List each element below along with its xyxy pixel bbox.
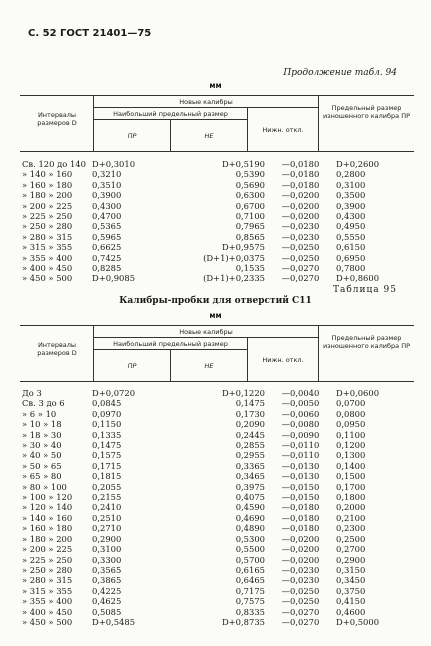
pr-cell: 0,0845 bbox=[92, 398, 122, 409]
range-cell: » 400 » 450 bbox=[22, 606, 73, 617]
lower-dev-cell: —0,0200 bbox=[281, 544, 320, 555]
ne-cell: 0,3465 bbox=[235, 471, 265, 482]
table-row bbox=[22, 596, 406, 606]
range-cell: » 18 » 30 bbox=[22, 429, 62, 440]
lower-dev-cell: —0,0270 bbox=[281, 263, 320, 274]
worn-size-cell: 0,3100 bbox=[336, 179, 366, 190]
worn-size-cell: 0,5550 bbox=[336, 231, 366, 242]
lower-dev-cell: —0,0200 bbox=[281, 190, 320, 201]
ne-cell: 0,2445 bbox=[235, 429, 265, 440]
pr-cell: D+0,9085 bbox=[92, 273, 136, 284]
worn-size-cell: 0,1700 bbox=[336, 481, 366, 492]
lower-dev-cell: —0,0040 bbox=[281, 388, 320, 398]
range-cell: » 80 » 100 bbox=[22, 481, 67, 492]
table-row bbox=[22, 190, 406, 200]
table-row bbox=[22, 430, 406, 440]
worn-size-cell: D+0,5000 bbox=[336, 616, 380, 627]
table-row bbox=[22, 253, 406, 263]
table-row bbox=[22, 263, 406, 273]
worn-size-cell: 0,3750 bbox=[336, 585, 366, 596]
worn-size-cell: 0,1100 bbox=[336, 429, 366, 440]
lower-dev-cell: —0,0150 bbox=[281, 481, 320, 492]
table1-top-rule bbox=[20, 95, 414, 96]
lower-dev-cell: —0,0180 bbox=[281, 169, 320, 180]
ne-cell: 0,5500 bbox=[235, 544, 265, 555]
worn-size-cell: 0,0700 bbox=[336, 398, 366, 409]
lower-dev-cell: —0,0110 bbox=[281, 440, 320, 451]
ne-cell: 0,5300 bbox=[235, 533, 265, 544]
table-row bbox=[22, 513, 406, 523]
ne-cell: 0,5700 bbox=[235, 554, 265, 565]
ne-cell: 0,2955 bbox=[235, 450, 265, 461]
worn-size-cell: 0,1400 bbox=[336, 460, 366, 471]
worn-size-cell: 0,1300 bbox=[336, 450, 366, 461]
table-row bbox=[22, 159, 406, 169]
pr-cell: 0,1335 bbox=[92, 429, 122, 440]
table-row bbox=[22, 617, 406, 627]
table1-units: мм bbox=[209, 81, 222, 90]
table2-body bbox=[22, 388, 406, 627]
table2-number: Таблица 95 bbox=[333, 285, 397, 295]
pr-cell: 0,1475 bbox=[92, 440, 122, 451]
lower-dev-cell: —0,0180 bbox=[281, 512, 320, 523]
worn-size-cell: 0,1200 bbox=[336, 440, 366, 451]
table-row bbox=[22, 586, 406, 596]
ne-cell: 0,6165 bbox=[235, 564, 265, 575]
pr-cell: 0,1150 bbox=[92, 419, 122, 430]
range-cell: » 40 » 50 bbox=[22, 450, 62, 461]
range-cell: » 180 » 200 bbox=[22, 190, 73, 201]
range-cell: » 450 » 500 bbox=[22, 616, 73, 627]
range-cell: » 450 » 500 bbox=[22, 273, 73, 284]
lower-dev-cell: —0,0230 bbox=[281, 575, 320, 586]
table-row bbox=[22, 388, 406, 398]
pr-cell: 0,4300 bbox=[92, 200, 122, 211]
pr-cell: 0,3100 bbox=[92, 544, 122, 555]
table-row bbox=[22, 607, 406, 617]
table-row bbox=[22, 232, 406, 242]
range-cell: » 160 » 180 bbox=[22, 179, 73, 190]
worn-size-cell: 0,1500 bbox=[336, 471, 366, 482]
range-cell: » 400 » 450 bbox=[22, 263, 73, 274]
lower-dev-cell: —0,0200 bbox=[281, 200, 320, 211]
lower-dev-cell: —0,0180 bbox=[281, 179, 320, 190]
worn-size-cell: 0,2300 bbox=[336, 523, 366, 534]
ne-cell: 0,1535 bbox=[235, 263, 265, 274]
table1-head-rule bbox=[20, 151, 414, 152]
table2-header-pr: ПР bbox=[127, 362, 137, 370]
pr-cell: D+0,3010 bbox=[92, 159, 136, 169]
table-row bbox=[22, 398, 406, 408]
ne-cell: D+0,1220 bbox=[221, 388, 265, 398]
lower-dev-cell: —0,0180 bbox=[281, 502, 320, 513]
table2-top-rule bbox=[20, 325, 414, 326]
continuation-label: Продолжение табл. 94 bbox=[283, 68, 397, 78]
table1-header-intervals: Интервалы размеров D bbox=[37, 111, 77, 127]
table-row bbox=[22, 565, 406, 575]
table-row bbox=[22, 221, 406, 231]
table-row bbox=[22, 409, 406, 419]
table-row bbox=[22, 544, 406, 554]
range-cell: » 315 » 355 bbox=[22, 242, 73, 253]
ne-cell: 0,7100 bbox=[235, 211, 265, 222]
table-row bbox=[22, 482, 406, 492]
lower-dev-cell: —0,0200 bbox=[281, 554, 320, 565]
table-row bbox=[22, 492, 406, 502]
ne-cell: D+0,8735 bbox=[221, 616, 265, 627]
table-row bbox=[22, 471, 406, 481]
pr-cell: 0,5965 bbox=[92, 231, 122, 242]
range-cell: » 225 » 250 bbox=[22, 554, 73, 565]
worn-size-cell: D+0,8600 bbox=[336, 273, 380, 284]
table1-body bbox=[22, 159, 406, 284]
worn-size-cell: 0,4150 bbox=[336, 596, 366, 607]
lower-dev-cell: —0,0060 bbox=[281, 408, 320, 419]
lower-dev-cell: —0,0130 bbox=[281, 471, 320, 482]
pr-cell: 0,8285 bbox=[92, 263, 122, 274]
lower-dev-cell: —0,0270 bbox=[281, 606, 320, 617]
table-row bbox=[22, 419, 406, 429]
worn-size-cell: 0,2800 bbox=[336, 169, 366, 180]
pr-cell: 0,2510 bbox=[92, 512, 122, 523]
pr-cell: 0,3865 bbox=[92, 575, 122, 586]
range-cell: » 250 » 280 bbox=[22, 221, 73, 232]
worn-size-cell: 0,6150 bbox=[336, 242, 366, 253]
range-cell: Св. 120 до 140 bbox=[22, 159, 86, 169]
pr-cell: 0,4700 bbox=[92, 211, 122, 222]
ne-cell: D+0,9575 bbox=[221, 242, 265, 253]
pr-cell: 0,1575 bbox=[92, 450, 122, 461]
ne-cell: 0,1730 bbox=[235, 408, 265, 419]
worn-size-cell: 0,4600 bbox=[336, 606, 366, 617]
pr-cell: 0,2710 bbox=[92, 523, 122, 534]
table2-head-rule bbox=[20, 381, 414, 382]
lower-dev-cell: —0,0230 bbox=[281, 221, 320, 232]
range-cell: » 200 » 225 bbox=[22, 544, 73, 555]
range-cell: » 280 » 315 bbox=[22, 231, 73, 242]
table1-header-new-gauges: Новые калибры bbox=[179, 98, 233, 106]
table2-header-worn: Предельный размер изношенного калибра ПР bbox=[322, 334, 411, 350]
worn-size-cell: 0,0800 bbox=[336, 408, 366, 419]
pr-cell: 0,3565 bbox=[92, 564, 122, 575]
range-cell: » 65 » 80 bbox=[22, 471, 62, 482]
pr-cell: 0,2155 bbox=[92, 492, 122, 503]
worn-size-cell: 0,2700 bbox=[336, 544, 366, 555]
table-row bbox=[22, 523, 406, 533]
worn-size-cell: 0,4300 bbox=[336, 211, 366, 222]
pr-cell: 0,2900 bbox=[92, 533, 122, 544]
worn-size-cell: 0,3900 bbox=[336, 200, 366, 211]
ne-cell: 0,5390 bbox=[235, 169, 265, 180]
table2-header-ne: НЕ bbox=[204, 362, 214, 370]
table-row bbox=[22, 180, 406, 190]
ne-cell: D+0,5190 bbox=[221, 159, 265, 169]
ne-cell: 0,2855 bbox=[235, 440, 265, 451]
ne-cell: 0,4075 bbox=[235, 492, 265, 503]
table2-units: мм bbox=[209, 311, 222, 320]
table-row bbox=[22, 502, 406, 512]
lower-dev-cell: —0,0200 bbox=[281, 211, 320, 222]
lower-dev-cell: —0,0080 bbox=[281, 419, 320, 430]
pr-cell: 0,4225 bbox=[92, 585, 122, 596]
lower-dev-cell: —0,0250 bbox=[281, 596, 320, 607]
pr-cell: D+0,5485 bbox=[92, 616, 136, 627]
lower-dev-cell: —0,0180 bbox=[281, 523, 320, 534]
pr-cell: 0,3210 bbox=[92, 169, 122, 180]
worn-size-cell: 0,2900 bbox=[336, 554, 366, 565]
ne-cell: (D+1)+0,0375 bbox=[203, 252, 265, 263]
ne-cell: 0,7175 bbox=[235, 585, 265, 596]
pr-cell: 0,6625 bbox=[92, 242, 122, 253]
ne-cell: 0,4590 bbox=[235, 502, 265, 513]
range-cell: » 100 » 120 bbox=[22, 492, 73, 503]
lower-dev-cell: —0,0130 bbox=[281, 460, 320, 471]
table1-rule bbox=[93, 107, 318, 108]
lower-dev-cell: —0,0090 bbox=[281, 429, 320, 440]
lower-dev-cell: —0,0270 bbox=[281, 616, 320, 627]
ne-cell: 0,6700 bbox=[235, 200, 265, 211]
range-cell: » 160 » 180 bbox=[22, 523, 73, 534]
worn-size-cell: 0,3450 bbox=[336, 575, 366, 586]
table2-rule bbox=[93, 337, 318, 338]
range-cell: » 30 » 40 bbox=[22, 440, 62, 451]
range-cell: До 3 bbox=[22, 388, 42, 398]
table-row bbox=[22, 211, 406, 221]
table2-header-intervals: Интервалы размеров D bbox=[37, 341, 77, 357]
lower-dev-cell: —0,0150 bbox=[281, 492, 320, 503]
range-cell: » 355 » 400 bbox=[22, 596, 73, 607]
lower-dev-cell: —0,0230 bbox=[281, 231, 320, 242]
worn-size-cell: 0,3150 bbox=[336, 564, 366, 575]
pr-cell: 0,4625 bbox=[92, 596, 122, 607]
ne-cell: 0,7575 bbox=[235, 596, 265, 607]
range-cell: » 315 » 355 bbox=[22, 585, 73, 596]
table1-header-worn: Предельный размер изношенного калибра ПР bbox=[322, 104, 411, 120]
pr-cell: 0,2055 bbox=[92, 481, 122, 492]
ne-cell: 0,2090 bbox=[235, 419, 265, 430]
worn-size-cell: 0,2500 bbox=[336, 533, 366, 544]
ne-cell: 0,4890 bbox=[235, 523, 265, 534]
ne-cell: 0,3975 bbox=[235, 481, 265, 492]
range-cell: » 200 » 225 bbox=[22, 200, 73, 211]
range-cell: Св. 3 до 6 bbox=[22, 398, 65, 409]
table-row bbox=[22, 555, 406, 565]
table2-title: Калибры-пробки для отверстий С11 bbox=[119, 296, 312, 306]
range-cell: » 250 » 280 bbox=[22, 564, 73, 575]
table1-header-ne: НЕ bbox=[204, 132, 214, 140]
worn-size-cell: 0,0950 bbox=[336, 419, 366, 430]
table-row bbox=[22, 201, 406, 211]
range-cell: » 6 » 10 bbox=[22, 408, 57, 419]
worn-size-cell: D+0,2600 bbox=[336, 159, 380, 169]
pr-cell: 0,1715 bbox=[92, 460, 122, 471]
ne-cell: 0,6465 bbox=[235, 575, 265, 586]
table1-header-pr: ПР bbox=[127, 132, 137, 140]
pr-cell: 0,5085 bbox=[92, 606, 122, 617]
ne-cell: 0,7965 bbox=[235, 221, 265, 232]
pr-cell: 0,3900 bbox=[92, 190, 122, 201]
table2-header-lower-dev: Нижн. откл. bbox=[262, 356, 304, 364]
table-row bbox=[22, 273, 406, 283]
lower-dev-cell: —0,0250 bbox=[281, 242, 320, 253]
worn-size-cell: 0,4950 bbox=[336, 221, 366, 232]
range-cell: » 120 » 140 bbox=[22, 502, 73, 513]
pr-cell: 0,1815 bbox=[92, 471, 122, 482]
table1-header-lower-dev: Нижн. откл. bbox=[262, 126, 304, 134]
worn-size-cell: 0,2000 bbox=[336, 502, 366, 513]
ne-cell: 0,3365 bbox=[235, 460, 265, 471]
ne-cell: 0,1475 bbox=[235, 398, 265, 409]
range-cell: » 50 » 65 bbox=[22, 460, 62, 471]
lower-dev-cell: —0,0250 bbox=[281, 585, 320, 596]
ne-cell: 0,5690 bbox=[235, 179, 265, 190]
lower-dev-cell: —0,0110 bbox=[281, 450, 320, 461]
table2-header-new-gauges: Новые калибры bbox=[179, 328, 233, 336]
table-row bbox=[22, 169, 406, 179]
range-cell: » 140 » 160 bbox=[22, 169, 73, 180]
lower-dev-cell: —0,0250 bbox=[281, 252, 320, 263]
pr-cell: 0,2410 bbox=[92, 502, 122, 513]
ne-cell: 0,6300 bbox=[235, 190, 265, 201]
pr-cell: 0,7425 bbox=[92, 252, 122, 263]
worn-size-cell: 0,2100 bbox=[336, 512, 366, 523]
pr-cell: 0,3300 bbox=[92, 554, 122, 565]
range-cell: » 225 » 250 bbox=[22, 211, 73, 222]
ne-cell: 0,4690 bbox=[235, 512, 265, 523]
lower-dev-cell: —0,0050 bbox=[281, 398, 320, 409]
range-cell: » 10 » 18 bbox=[22, 419, 62, 430]
lower-dev-cell: —0,0200 bbox=[281, 533, 320, 544]
table-row bbox=[22, 534, 406, 544]
range-cell: » 355 » 400 bbox=[22, 252, 73, 263]
ne-cell: (D+1)+0,2335 bbox=[203, 273, 265, 284]
lower-dev-cell: —0,0270 bbox=[281, 273, 320, 284]
table1-header-max-size: Наибольший предельный размер bbox=[113, 110, 228, 118]
table-row bbox=[22, 242, 406, 252]
lower-dev-cell: —0,0180 bbox=[281, 159, 320, 169]
worn-size-cell: 0,7800 bbox=[336, 263, 366, 274]
page-header: С. 52 ГОСТ 21401—75 bbox=[28, 28, 152, 39]
worn-size-cell: D+0,0600 bbox=[336, 388, 380, 398]
pr-cell: 0,5365 bbox=[92, 221, 122, 232]
lower-dev-cell: —0,0230 bbox=[281, 564, 320, 575]
worn-size-cell: 0,6950 bbox=[336, 252, 366, 263]
pr-cell: D+0,0720 bbox=[92, 388, 136, 398]
pr-cell: 0,0970 bbox=[92, 408, 122, 419]
pr-cell: 0,3510 bbox=[92, 179, 122, 190]
table-row bbox=[22, 461, 406, 471]
range-cell: » 280 » 315 bbox=[22, 575, 73, 586]
table-row bbox=[22, 440, 406, 450]
worn-size-cell: 0,1800 bbox=[336, 492, 366, 503]
range-cell: » 140 » 160 bbox=[22, 512, 73, 523]
table-row bbox=[22, 450, 406, 460]
ne-cell: 0,8335 bbox=[235, 606, 265, 617]
range-cell: » 180 » 200 bbox=[22, 533, 73, 544]
table-row bbox=[22, 575, 406, 585]
ne-cell: 0,8565 bbox=[235, 231, 265, 242]
table2-header-max-size: Наибольший предельный размер bbox=[113, 340, 228, 348]
worn-size-cell: 0,3500 bbox=[336, 190, 366, 201]
